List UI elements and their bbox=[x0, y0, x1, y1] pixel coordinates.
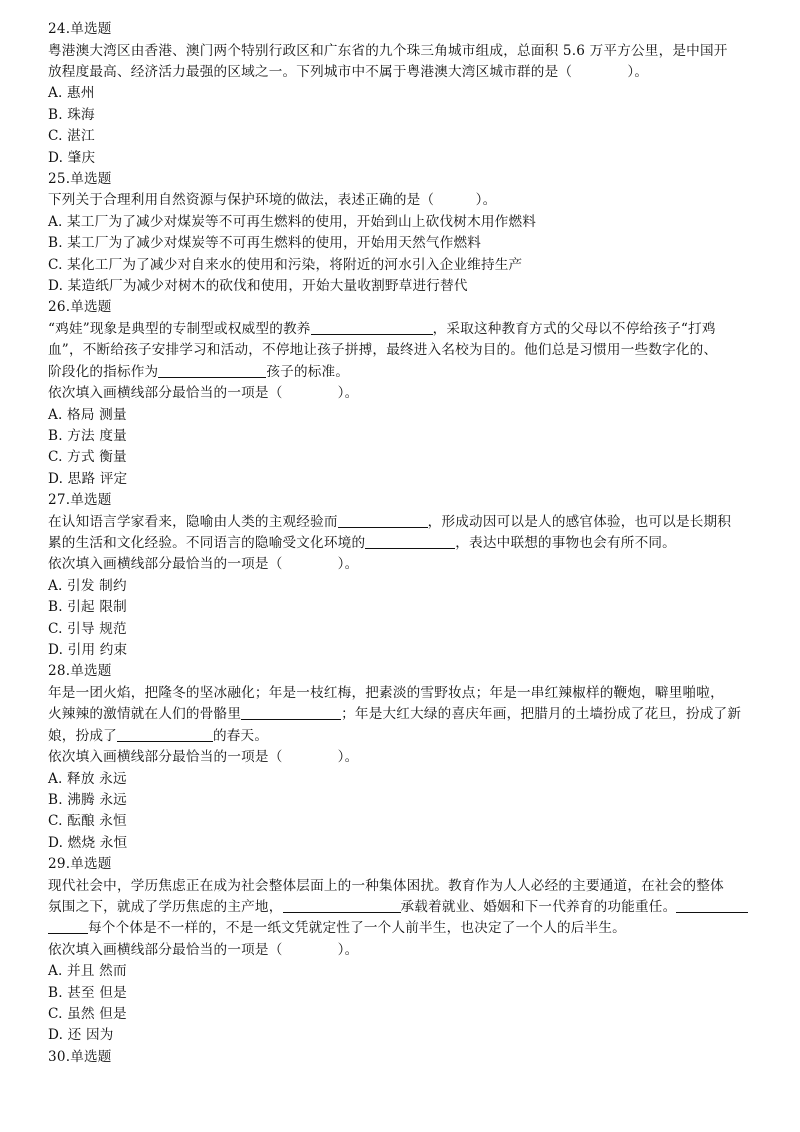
question-28-prompt: 依次填入画横线部分最恰当的一项是（ ）。 bbox=[48, 749, 359, 765]
question-25-option-a: A. 某工厂为了减少对煤炭等不可再生燃料的使用，开始到山上砍伐树木用作燃料 bbox=[48, 214, 537, 230]
question-28-option-c: C. 酝酿 永恒 bbox=[48, 813, 127, 829]
question-28-stem-line-3: 娘，扮成了 的春天。 bbox=[48, 728, 269, 744]
question-29-stem-line-3: 每个个体是不一样的，不是一纸文凭就定性了一个人前半生，也决定了一个人的后半生。 bbox=[48, 919, 626, 937]
question-25-option-b: B. 某工厂为了减少对煤炭等不可再生燃料的使用，开始用天然气作燃料 bbox=[48, 235, 482, 251]
question-25-option-c: C. 某化工厂为了减少对自来水的使用和污染，将附近的河水引入企业维持生产 bbox=[48, 257, 523, 273]
question-28-option-b: B. 沸腾 永远 bbox=[48, 792, 127, 808]
question-24-option-c: C. 湛江 bbox=[48, 128, 95, 144]
blank-line bbox=[311, 321, 433, 335]
question-26-header: 26.单选题 bbox=[48, 299, 112, 315]
question-24-option-d: D. 肇庆 bbox=[48, 150, 96, 166]
question-25-stem: 下列关于合理利用自然资源与保护环境的做法，表述正确的是（ ）。 bbox=[48, 192, 497, 208]
question-28-option-a: A. 释放 永远 bbox=[48, 771, 127, 787]
question-29-header: 29.单选题 bbox=[48, 856, 112, 872]
question-30-header: 30.单选题 bbox=[48, 1049, 112, 1065]
question-26-option-b: B. 方法 度量 bbox=[48, 428, 127, 444]
question-24-stem-line-1: 粤港澳大湾区由香港、澳门两个特别行政区和广东省的九个珠三角城市组成，总面积 5.6 万平方公里，是中国开 bbox=[48, 43, 728, 59]
question-28-stem-line-2: 火辣辣的激情就在人们的骨骼里 ；年是大红大绿的喜庆年画，把腊月的土墙扮成了花旦，扮成了新 bbox=[48, 706, 742, 722]
question-27-header: 27.单选题 bbox=[48, 492, 112, 508]
question-26-prompt: 依次填入画横线部分最恰当的一项是（ ）。 bbox=[48, 385, 359, 401]
question-26-stem-line-3: 阶段化的指标作为 孩子的标准。 bbox=[48, 364, 350, 380]
blank-line bbox=[676, 899, 748, 913]
question-27-option-d: D. 引用 约束 bbox=[48, 642, 128, 658]
question-27-stem-line-2: 累的生活和文化经验。不同语言的隐喻受文化环境的 ，表达中联想的事物也会有所不同。 bbox=[48, 535, 676, 551]
blank-line bbox=[241, 706, 341, 720]
question-26-option-a: A. 格局 测量 bbox=[48, 407, 127, 423]
question-28-header: 28.单选题 bbox=[48, 663, 112, 679]
question-29-option-b: B. 甚至 但是 bbox=[48, 985, 127, 1001]
question-27-prompt: 依次填入画横线部分最恰当的一项是（ ）。 bbox=[48, 556, 359, 572]
question-27-stem-line-1: 在认知语言学家看来，隐喻由人类的主观经验而 ，形成动因可以是人的感官体验，也可以是长期积 bbox=[48, 514, 732, 530]
question-24-option-a: A. 惠州 bbox=[48, 85, 95, 101]
question-24-option-b: B. 珠海 bbox=[48, 107, 95, 123]
question-26-option-c: C. 方式 衡量 bbox=[48, 449, 127, 465]
question-25-option-d: D. 某造纸厂为减少对树木的砍伐和使用，开始大量收割野草进行替代 bbox=[48, 278, 468, 294]
question-27-option-a: A. 引发 制约 bbox=[48, 578, 127, 594]
blank-line bbox=[158, 364, 266, 378]
question-29-option-c: C. 虽然 但是 bbox=[48, 1006, 127, 1022]
question-29-stem-line-2: 氛围之下，就成了学历焦虑的主产地， 承载着就业、婚姻和下一代养育的功能重任。 bbox=[48, 898, 748, 916]
blank-line bbox=[117, 728, 213, 742]
blank-line bbox=[365, 535, 455, 549]
question-29-option-a: A. 并且 然而 bbox=[48, 963, 127, 979]
question-28-option-d: D. 燃烧 永恒 bbox=[48, 835, 128, 851]
question-24-stem-line-2: 放程度最高、经济活力最强的区域之一。下列城市中不属于粤港澳大湾区城市群的是（ ）。 bbox=[48, 64, 649, 80]
question-26-stem-line-2: 血”，不断给孩子安排学习和活动，不停地让孩子拼搏，最终进入名校为目的。他们总是习惯用一些数字化的、 bbox=[48, 342, 718, 358]
blank-line bbox=[283, 899, 401, 913]
question-28-stem-line-1: 年是一团火焰，把隆冬的坚冰融化；年是一枝红梅，把素淡的雪野妆点；年是一串红辣椒样的鞭炮，噼里啪啦， bbox=[48, 685, 724, 701]
blank-line bbox=[338, 514, 428, 528]
question-27-option-c: C. 引导 规范 bbox=[48, 621, 127, 637]
question-25-header: 25.单选题 bbox=[48, 171, 112, 187]
blank-line bbox=[48, 920, 88, 934]
question-29-stem-line-1: 现代社会中，学历焦虑正在成为社会整体层面上的一种集体困扰。教育作为人人必经的主要通道，在社会的整体 bbox=[48, 878, 724, 894]
question-26-option-d: D. 思路 评定 bbox=[48, 471, 128, 487]
question-29-prompt: 依次填入画横线部分最恰当的一项是（ ）。 bbox=[48, 942, 359, 958]
question-24-header: 24.单选题 bbox=[48, 21, 112, 37]
question-26-stem-line-1: “鸡娃”现象是典型的专制型或权威型的教养 ，采取这种教育方式的父母以不停给孩子“打鸡 bbox=[48, 321, 716, 337]
question-27-option-b: B. 引起 限制 bbox=[48, 599, 127, 615]
question-29-option-d: D. 还 因为 bbox=[48, 1027, 114, 1043]
